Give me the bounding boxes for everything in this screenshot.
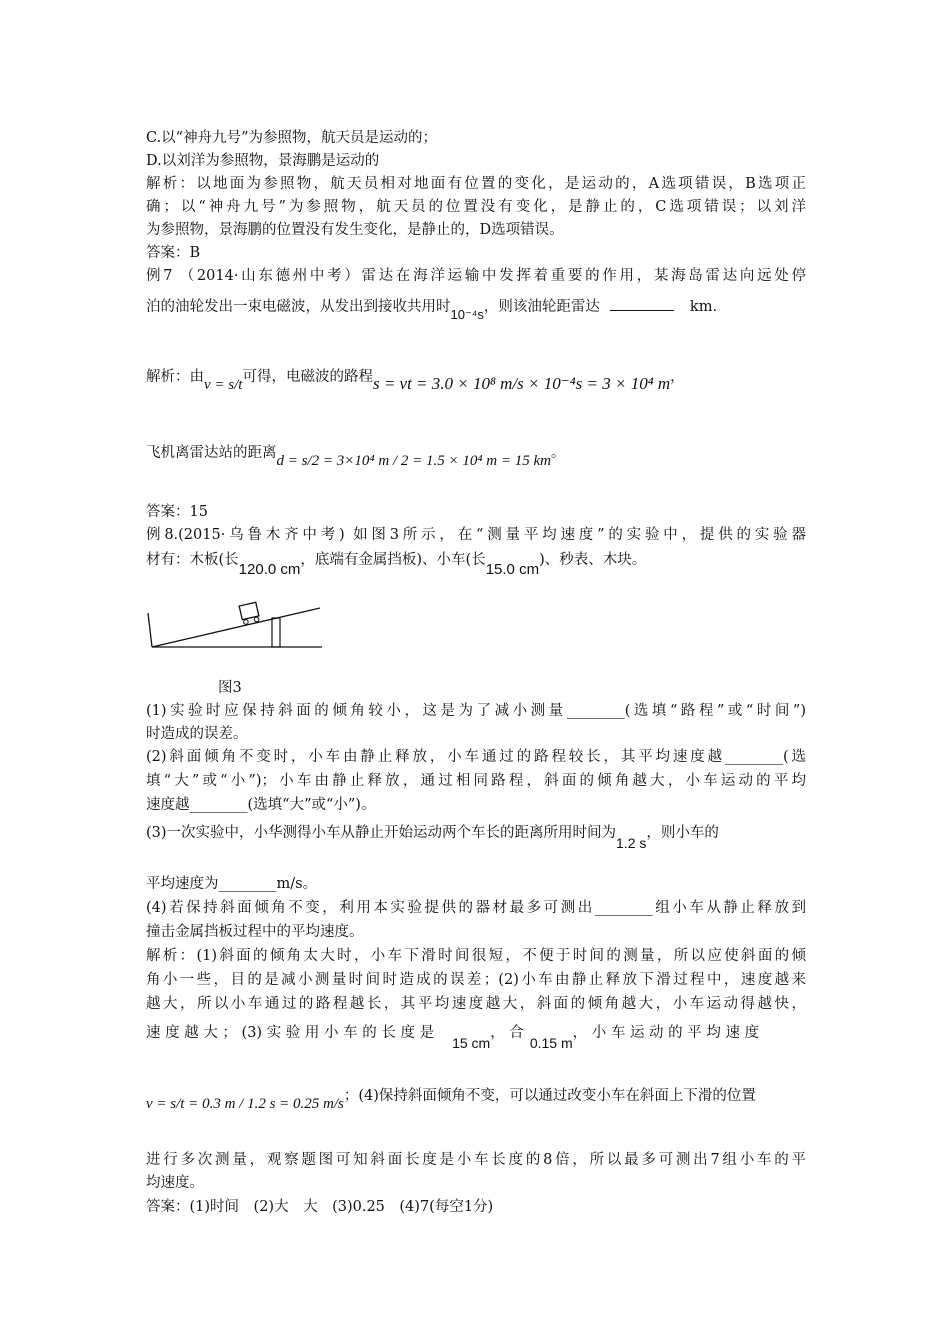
- ex7-text-a: 泊的油轮发出一束电磁波，从发出到接收共用时: [146, 299, 451, 315]
- example-7-line-1: 例7 （2014·山东德州中考）雷达在海洋运输中发挥着重要的作用，某海岛雷达向远处停: [146, 268, 806, 284]
- distance-formula: s = vt = 3.0 × 10⁸ m/s × 10⁻⁴s = 3 × 10⁴ m: [372, 374, 671, 393]
- ex8-answer: 答案：(1)时间 (2)大 大 (3)0.25 (4)7(每空1分): [146, 1199, 494, 1215]
- ex8-analysis-line-5: [146, 1086, 756, 1112]
- metal-stop-plate: [148, 613, 152, 647]
- ex8-text-b: ，底端有金属挡板)、小车(长: [300, 552, 486, 568]
- ex8-text-c: )、秒表、木块。: [539, 552, 647, 568]
- answer-b: 答案：B: [146, 245, 201, 261]
- time-value: 1.2 s: [616, 835, 647, 851]
- example-8-line-2: [146, 550, 647, 578]
- ex8-analysis-line-3: 越大，所以小车通过的路程越长，其平均速度越大，斜面的倾角越大，小车运动得越快，: [146, 996, 806, 1012]
- question-1-line-2: 时造成的误差。: [146, 726, 248, 742]
- ex7-an-text-b: 可得，电磁波的路程: [242, 369, 373, 385]
- question-2-line-2: 填“大”或“小”)；小车由静止释放，通过相同路程，斜面的倾角越大，小车运动的平均: [146, 773, 806, 789]
- question-2-line-1: (2)斜面倾角不变时，小车由静止释放，小车通过的路程较长，其平均速度越________(选: [146, 749, 806, 765]
- an4-text-a: 速 度 越 大 ； (3) 实 验 用 小 车 的 长 度 是: [146, 1025, 435, 1041]
- ex8-text-a: 材有：木板(长: [146, 552, 239, 568]
- ex8-analysis-line-1: 解析：(1)斜面的倾角太大时，小车下滑时间很短，不便于时间的测量，所以应使斜面的倾: [146, 948, 806, 964]
- question-1-line-1: (1)实验时应保持斜面的倾角较小，这是为了减小测量________(选填“路程”或“时间”): [146, 703, 806, 719]
- analysis-line-2: 确；以“神舟九号”为参照物，航天员的位置没有变化，是静止的，C选项错误；以刘洋: [146, 199, 806, 215]
- velocity-formula: v = s/t: [204, 377, 243, 393]
- an4-text-c: ， 小 车 运 动 的 平 均 速 度: [572, 1025, 760, 1041]
- question-4-line-1: (4)若保持斜面倾角不变，利用本实验提供的器材最多可测出________组小车从静止释放到: [146, 900, 806, 916]
- cart-length-m: 0.15 m: [529, 1035, 573, 1051]
- ex8-analysis-line-6: 进行多次测量，观察题图可知斜面长度是小车长度的8倍，所以最多可测出7组小车的平: [146, 1152, 806, 1168]
- an4-text-b: ， 合: [490, 1025, 524, 1041]
- option-d: D.以刘洋为参照物，景海鹏是运动的: [146, 153, 380, 169]
- wooden-block: [272, 618, 280, 647]
- question-4-line-2: 撞击金属挡板过程中的平均速度。: [146, 924, 364, 940]
- ex8-analysis-line-4: [146, 1022, 806, 1051]
- analysis-line-3: 为参照物，景海鹏的位置没有发生变化，是静止的，D选项错误。: [146, 222, 564, 238]
- question-2-line-3: 速度越________(选填“大”或“小”)。: [146, 797, 376, 813]
- analysis-line-1: 解析：以地面为参照物，航天员相对地面有位置的变化，是运动的，A选项错误，B选项正: [146, 176, 806, 192]
- q3-text-a: (3)一次实验中，小华测得小车从静止开始运动两个车长的距离所用时间为: [146, 825, 617, 841]
- ex7-unit: km.: [689, 299, 718, 315]
- cart-length: 15.0 cm: [485, 561, 540, 578]
- average-speed-formula: v = s/t = 0.3 m / 1.2 s = 0.25 m/s: [146, 1096, 344, 1112]
- question-3-line-2: 平均速度为________m/s。: [146, 876, 318, 892]
- ex8-analysis-line-7: 均速度。: [146, 1175, 204, 1191]
- ex7-an-comma: ，: [670, 369, 685, 385]
- ex7-analysis-line-1: [146, 366, 685, 393]
- ex7-text-b: ，则该油轮距雷达: [483, 299, 600, 315]
- answer-15: 答案：15: [146, 504, 208, 520]
- figure-caption: 图3: [218, 680, 242, 696]
- incline-board: [152, 608, 320, 647]
- option-c: C.以“神舟九号”为参照物，航天员是运动的；: [146, 130, 438, 146]
- an5-text: ；(4)保持斜面倾角不变，可以通过改变小车在斜面上下滑的位置: [343, 1088, 756, 1104]
- ex7-time-formula: 10⁻⁴s: [450, 307, 484, 322]
- ex7-an-text-c: 飞机离雷达站的距离: [146, 445, 277, 461]
- ex7-an-text-a: 解析：由: [146, 369, 204, 385]
- ex7-an-end: 。: [551, 445, 566, 461]
- question-3-line-1: [146, 822, 719, 851]
- answer-blank: [610, 296, 674, 311]
- incline-figure: [142, 595, 327, 655]
- ex8-analysis-line-2: 角小一些，目的是减小测量时间时造成的误差；(2)小车由静止释放下滑过程中，速度越来: [146, 972, 806, 988]
- cart-length-cm: 15 cm: [452, 1035, 491, 1051]
- ex7-analysis-line-2: [146, 443, 566, 469]
- board-length: 120.0 cm: [238, 561, 301, 578]
- cart: [239, 602, 260, 625]
- q3-text-b: ，则小车的: [646, 825, 719, 841]
- radar-distance-formula: d = s/2 = 3×10⁴ m / 2 = 1.5 × 10⁴ m = 15 km: [276, 453, 551, 469]
- example-8-line-1: 例8.(2015·乌鲁木齐中考) 如图3所示，在“测量平均速度”的实验中，提供的实验器: [146, 527, 806, 543]
- example-7-line-2: [146, 296, 718, 322]
